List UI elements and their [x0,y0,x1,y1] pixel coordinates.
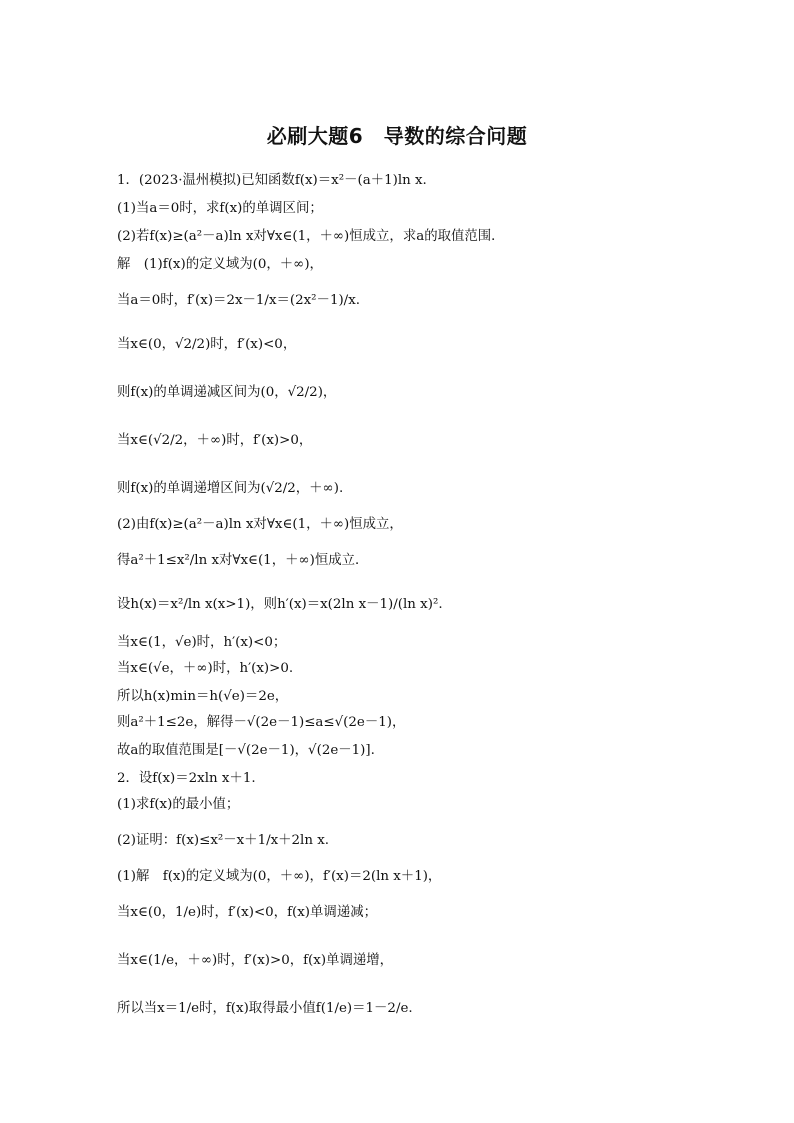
solution-line: 当a＝0时，f′(x)＝2x－1/x＝(2x²－1)/x. [117,293,361,308]
solution-line: 所以h(x)min＝h(√e)＝2e， [117,689,289,704]
solution-line: (1)解 f(x)的定义域为(0，＋∞)，f′(x)＝2(ln x＋1)， [117,869,442,884]
solution-line: 当x∈(√2/2，＋∞)时，f′(x)>0， [117,433,313,448]
solution-line: 解 (1)f(x)的定义域为(0，＋∞)， [117,257,323,272]
problem-1-part-2: (2)若f(x)≥(a²－a)ln x对∀x∈(1，＋∞)恒成立，求a的取值范围． [117,229,505,244]
problem-2-statement: 2．设f(x)＝2xln x＋1. [117,771,256,786]
solution-line: 所以当x＝1/e时，f(x)取得最小值f(1/e)＝1－2/e. [117,1001,413,1016]
solution-line: 当x∈(1，√e)时，h′(x)<0； [117,635,287,650]
problem-1-statement: 1．(2023·温州模拟)已知函数f(x)＝x²－(a＋1)ln x. [117,173,427,188]
problem-2-part-2: (2)证明：f(x)≤x²－x＋1/x＋2ln x. [117,833,330,848]
solution-line: 则f(x)的单调递增区间为(√2/2，＋∞). [117,481,344,496]
problem-1-part-1: (1)当a＝0时，求f(x)的单调区间； [117,201,323,216]
problem-2-part-1: (1)求f(x)的最小值； [117,797,240,812]
solution-line: 设h(x)＝x²/ln x(x>1)，则h′(x)＝x(2ln x－1)/(ln x)². [117,597,443,612]
solution-line: 当x∈(√e，＋∞)时，h′(x)>0. [117,661,294,676]
page-title: 必刷大题6 导数的综合问题 [266,124,528,148]
solution-line: 故a的取值范围是[－√(2e－1)，√(2e－1)]. [117,743,375,758]
solution-line: 当x∈(1/e，＋∞)时，f′(x)>0，f(x)单调递增， [117,953,394,968]
solution-line: 则a²＋1≤2e，解得－√(2e－1)≤a≤√(2e－1)， [117,715,406,730]
solution-line: 则f(x)的单调递减区间为(0，√2/2)， [117,385,337,400]
solution-line: 当x∈(0，√2/2)时，f′(x)<0， [117,337,297,352]
solution-line: (2)由f(x)≥(a²－a)ln x对∀x∈(1，＋∞)恒成立， [117,517,403,532]
solution-line: 得a²＋1≤x²/ln x对∀x∈(1，＋∞)恒成立． [117,553,369,568]
solution-line: 当x∈(0，1/e)时，f′(x)<0，f(x)单调递减； [117,905,377,920]
